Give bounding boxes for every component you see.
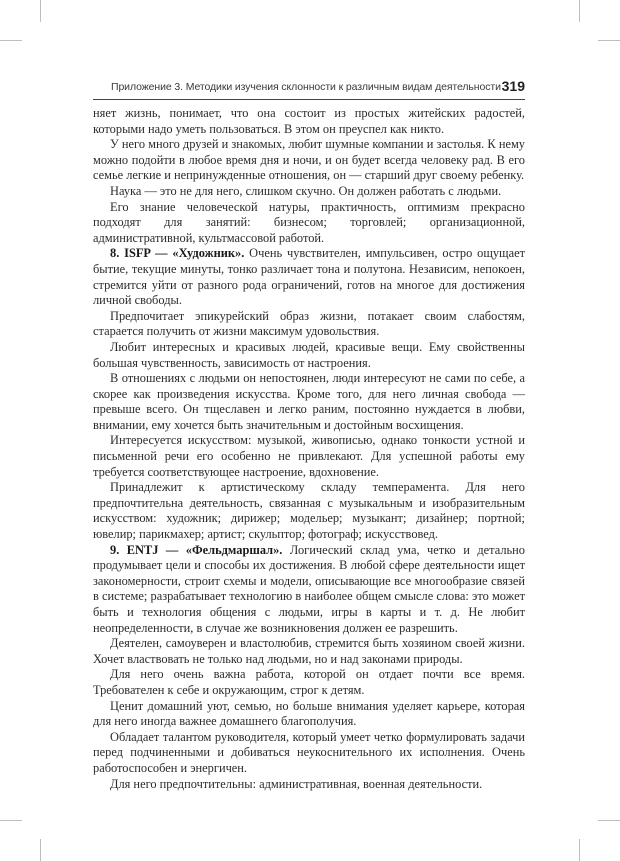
paragraph: Его знание человеческой натуры, практичность, оптимизм прекрасно подходят для занятий: бизнесом; торговлей; организационной, административной, культмассовой работой. [93,199,525,245]
paragraph: Для него предпочтительны: административная, военная деятельности. [110,776,483,791]
paragraph: Деятелен, самоуверен и властолюбив, стремится быть хозяином своей жизни. Хочет властвовать не только над людьми, но и над законами природы. [93,636,525,666]
paragraph: У него много друзей и знакомых, любит шумные компании и застолья. К нему можно подойти в любое время дня и ночи, и он будет всегда человеку рад. В его семье легкие и непринужденные отношения, он — старший друг своему ребенку. [93,137,525,183]
paragraph: няет жизнь, понимает, что она состоит из простых житейских радостей, которыми надо уметь пользоваться. В этом он преуспел как никто. [93,106,525,136]
body-text [93,106,525,792]
running-header [93,79,525,97]
paragraph: Ценит домашний уют, семью, но больше внимания уделяет карьере, которая для него иногда важнее домашнего благополучия. [93,698,525,729]
paragraph: Любит интересных и красивых людей, красивые вещи. Ему свойственны большая чувственность, зависимость от настроения. [93,339,525,370]
type-heading-paragraph: 8. ISFP — «Художник». Очень чувствителен, импульсивен, остро ощущает бытие, текущие минуты, тонко различает тона и полутона. Независим, непокоен, стремится уйти от разного рода ограничений, готов на многое для достижения личной свободы. [93,246,526,308]
paragraph: Принадлежит к артистическому складу темперамента. Для него предпочтительна деятельность, связанная с музыкальным и изобразительным искусством: художник; дирижер; модельер; музыкант; дизайнер; портной; ювелир; парикмахер; артист; скульптор; фотограф; искусствовед. [93,480,525,542]
crop-mark-top-right-h [598,40,620,41]
crop-mark-bottom-left-h [0,820,22,821]
header-rule [93,99,525,100]
crop-mark-bottom-right-h [598,820,620,821]
paragraph: Интересуется искусством: музыкой, живописью, однако тонкости устной и письменной речи его особенно не привлекают. Для успешной работы ему требуется соответствующее настроение, вдохновение. [93,433,525,479]
crop-mark-top-left-h [0,40,22,41]
paragraph: Для него очень важна работа, которой он отдает почти все время. Требователен к себе и окружающим, строг к детям. [93,667,525,697]
crop-mark-top-left-v [40,0,41,22]
type-heading: 8. ISFP — «Художник». [110,246,245,261]
page-number: 319 [501,78,525,94]
paragraph: В отношениях с людьми он непостоянен, люди интересуют не сами по себе, а скорее как произведения искусства. Кроме того, для него личная свобода — превыше всего. Он тщеславен и легко раним, постоянно нуждается в любви, внимании, ему хочется быть значительным и достойным восхищения. [93,371,525,432]
paragraph: Обладает талантом руководителя, который умеет четко формулировать задачи перед подчиненными и добиваться неукоснительного их исполнения. Очень работоспособен и энергичен. [93,729,525,775]
type-heading: 9. ENTJ — «Фельдмаршал». [110,542,283,557]
crop-mark-top-right-v [579,0,580,22]
header-title: Приложение 3. Методики изучения склонности к различным видам деятельности [111,81,501,93]
type-heading-paragraph: 9. ENTJ — «Фельдмаршал». Логический склад ума, четко и детально продумывает цели и способы их достижения. В любой сфере деятельности ищет закономерности, строит схемы и модели, описывающие все многообразие связей в системе; разрабатывает технологию в наиболее общем смысле слова: это может быть и технология общения с людьми, игры в карты и т. д. Не любит неопределенности, в случае же возникновения должен ее разрешить. [93,542,525,635]
crop-mark-bottom-left-v [40,839,41,861]
paragraph: Наука — это не для него, слишком скучно. Он должен работать с людьми. [110,183,502,198]
paragraph: Предпочитает эпикурейский образ жизни, потакает своим слабостям, старается получить от жизни максимум удовольствия. [93,308,525,339]
crop-mark-bottom-right-v [579,839,580,861]
